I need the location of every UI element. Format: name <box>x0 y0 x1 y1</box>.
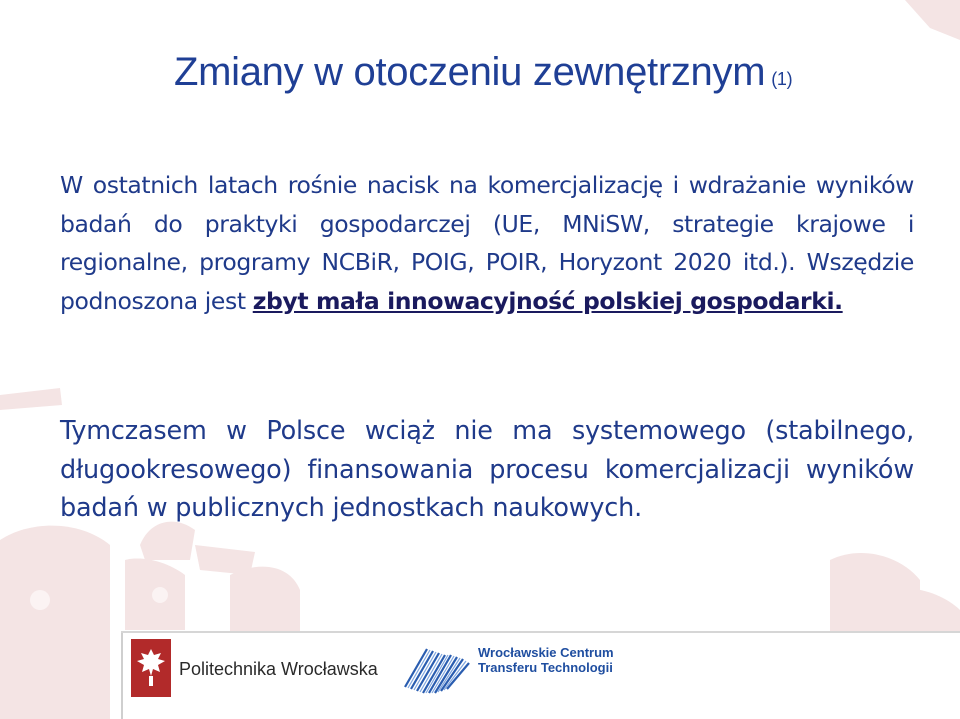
footer-divider <box>121 633 123 719</box>
transfer-center-line-1: Wrocławskie Centrum <box>478 645 614 660</box>
footer-logos <box>121 631 960 719</box>
university-name: Politechnika Wrocławska <box>179 659 378 679</box>
transfer-center-line-2: Transferu Technologii <box>478 660 613 675</box>
paragraph-1-text: W ostatnich latach rośnie nacisk na komercjalizację i wdrażanie wyników badań do praktyki gospodarczej (UE, MNiSW, strategie krajowe i regionalne, programy NCBiR, POIG, POIR, Horyzont 2020 itd.). Wszędzie podnoszona jest <box>60 171 914 315</box>
transfer-center-name <box>478 645 614 675</box>
paragraph-funding: Tymczasem w Polsce wciąż nie ma systemowego (stabilnego, długookresowego) finansowania procesu komercjalizacji wyników badań w publicznych jednostkach naukowych. <box>60 416 914 523</box>
title-text: Zmiany w otoczeniu zewnętrznym <box>174 50 766 94</box>
wctt-wave-logo-icon <box>401 637 475 699</box>
paragraph-1-emphasis: zbyt mała innowacyjność polskiej gospodarki. <box>252 286 843 315</box>
pwr-eagle-logo-icon <box>131 639 171 697</box>
paragraph-commercialization <box>60 166 914 320</box>
slide-title <box>174 50 934 95</box>
title-suffix: (1) <box>771 69 793 89</box>
